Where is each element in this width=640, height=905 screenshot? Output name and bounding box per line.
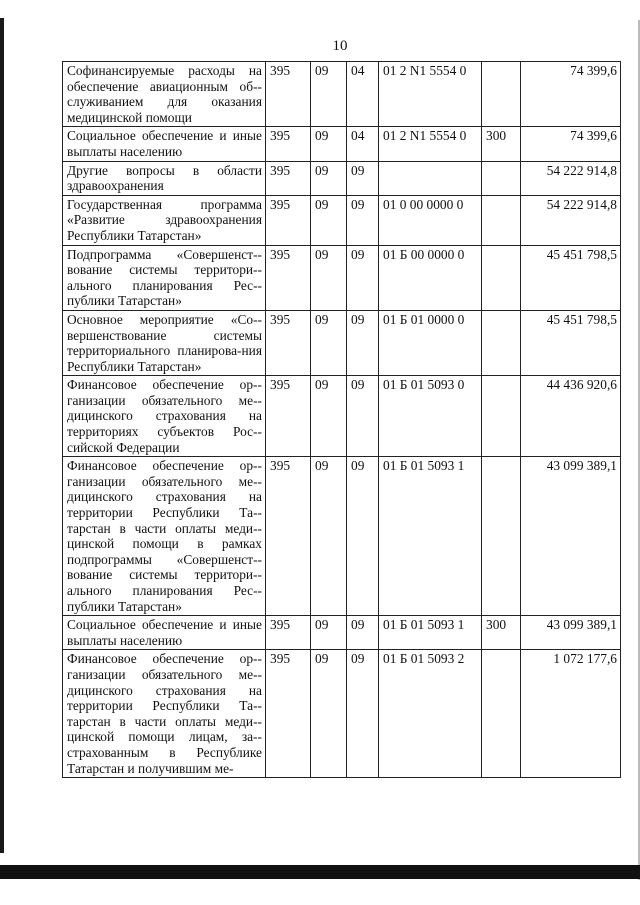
amount: 54 222 914,8 bbox=[521, 195, 621, 245]
section-code: 09 bbox=[311, 650, 347, 778]
expense-type-code bbox=[482, 62, 521, 127]
section-code: 09 bbox=[311, 127, 347, 161]
scan-left-edge bbox=[0, 18, 4, 853]
ministry-code: 395 bbox=[266, 245, 311, 310]
subsection-code: 09 bbox=[347, 161, 379, 195]
target-code: 01 2 N1 5554 0 bbox=[379, 127, 482, 161]
ministry-code: 395 bbox=[266, 616, 311, 650]
row-name: Финансовое обеспечение ор-ганизации обязательного ме-дицинского страхования на территории Республики Та-тарстан в части оплаты меди-цинской помощи в рамках подпрограммы «Совершенст-вование системы территори-ального планирования Рес-публики Татарстан» bbox=[63, 457, 266, 616]
subsection-code: 09 bbox=[347, 616, 379, 650]
amount: 1 072 177,6 bbox=[521, 650, 621, 778]
section-code: 09 bbox=[311, 457, 347, 616]
target-code: 01 Б 00 0000 0 bbox=[379, 245, 482, 310]
subsection-code: 04 bbox=[347, 127, 379, 161]
amount: 44 436 920,6 bbox=[521, 376, 621, 457]
row-name: Софинансируемые расходы на обеспечение авиационным об-служиванием для оказания медицинской помощи bbox=[63, 62, 266, 127]
row-name: Подпрограмма «Совершенст-вование системы территори-ального планирования Рес-публики Татарстан» bbox=[63, 245, 266, 310]
section-code: 09 bbox=[311, 616, 347, 650]
target-code: 01 0 00 0000 0 bbox=[379, 195, 482, 245]
subsection-code: 04 bbox=[347, 62, 379, 127]
section-code: 09 bbox=[311, 62, 347, 127]
target-code: 01 Б 01 5093 0 bbox=[379, 376, 482, 457]
table-row bbox=[63, 650, 621, 778]
ministry-code: 395 bbox=[266, 161, 311, 195]
ministry-code: 395 bbox=[266, 376, 311, 457]
section-code: 09 bbox=[311, 245, 347, 310]
row-name: Финансовое обеспечение ор-ганизации обязательного ме-дицинского страхования на территории Республики Та-тарстан в части оплаты меди-цинской помощи лицам, за-страхованным в Республике Татарстан и получившим ме- bbox=[63, 650, 266, 778]
ministry-code: 395 bbox=[266, 195, 311, 245]
target-code: 01 Б 01 5093 1 bbox=[379, 616, 482, 650]
target-code bbox=[379, 161, 482, 195]
subsection-code: 09 bbox=[347, 376, 379, 457]
section-code: 09 bbox=[311, 310, 347, 375]
subsection-code: 09 bbox=[347, 245, 379, 310]
amount: 43 099 389,1 bbox=[521, 457, 621, 616]
expense-type-code bbox=[482, 310, 521, 375]
table-row bbox=[63, 195, 621, 245]
row-name: Государственная программа «Развитие здравоохранения Республики Татарстан» bbox=[63, 195, 266, 245]
amount: 45 451 798,5 bbox=[521, 245, 621, 310]
table-row bbox=[63, 457, 621, 616]
expense-type-code bbox=[482, 376, 521, 457]
table-row bbox=[63, 245, 621, 310]
table-row bbox=[63, 127, 621, 161]
subsection-code: 09 bbox=[347, 195, 379, 245]
budget-table bbox=[62, 61, 621, 778]
row-name: Финансовое обеспечение ор-ганизации обязательного ме-дицинского страхования на территориях субъектов Рос-сийской Федерации bbox=[63, 376, 266, 457]
target-code: 01 2 N1 5554 0 bbox=[379, 62, 482, 127]
section-code: 09 bbox=[311, 376, 347, 457]
section-code: 09 bbox=[311, 195, 347, 245]
expense-type-code: 300 bbox=[482, 127, 521, 161]
row-name: Социальное обеспечение и иные выплаты населению bbox=[63, 616, 266, 650]
expense-type-code bbox=[482, 195, 521, 245]
ministry-code: 395 bbox=[266, 650, 311, 778]
table-row bbox=[63, 161, 621, 195]
table-row bbox=[63, 62, 621, 127]
section-code: 09 bbox=[311, 161, 347, 195]
table-row bbox=[63, 616, 621, 650]
table-row bbox=[63, 376, 621, 457]
ministry-code: 395 bbox=[266, 457, 311, 616]
scan-bottom-edge bbox=[0, 865, 640, 879]
amount: 74 399,6 bbox=[521, 127, 621, 161]
expense-type-code bbox=[482, 650, 521, 778]
row-name: Основное мероприятие «Со-вершенствование системы территориального планирова-ния Республики Татарстан» bbox=[63, 310, 266, 375]
expense-type-code bbox=[482, 457, 521, 616]
row-name: Социальное обеспечение и иные выплаты населению bbox=[63, 127, 266, 161]
expense-type-code bbox=[482, 245, 521, 310]
target-code: 01 Б 01 5093 1 bbox=[379, 457, 482, 616]
subsection-code: 09 bbox=[347, 457, 379, 616]
expense-type-code bbox=[482, 161, 521, 195]
amount: 74 399,6 bbox=[521, 62, 621, 127]
ministry-code: 395 bbox=[266, 310, 311, 375]
target-code: 01 Б 01 0000 0 bbox=[379, 310, 482, 375]
amount: 54 222 914,8 bbox=[521, 161, 621, 195]
page-number: 10 bbox=[332, 38, 348, 54]
ministry-code: 395 bbox=[266, 62, 311, 127]
row-name: Другие вопросы в области здравоохранения bbox=[63, 161, 266, 195]
expense-type-code: 300 bbox=[482, 616, 521, 650]
subsection-code: 09 bbox=[347, 650, 379, 778]
target-code: 01 Б 01 5093 2 bbox=[379, 650, 482, 778]
table-row bbox=[63, 310, 621, 375]
amount: 43 099 389,1 bbox=[521, 616, 621, 650]
amount: 45 451 798,5 bbox=[521, 310, 621, 375]
subsection-code: 09 bbox=[347, 310, 379, 375]
budget-table-body bbox=[63, 62, 621, 778]
ministry-code: 395 bbox=[266, 127, 311, 161]
